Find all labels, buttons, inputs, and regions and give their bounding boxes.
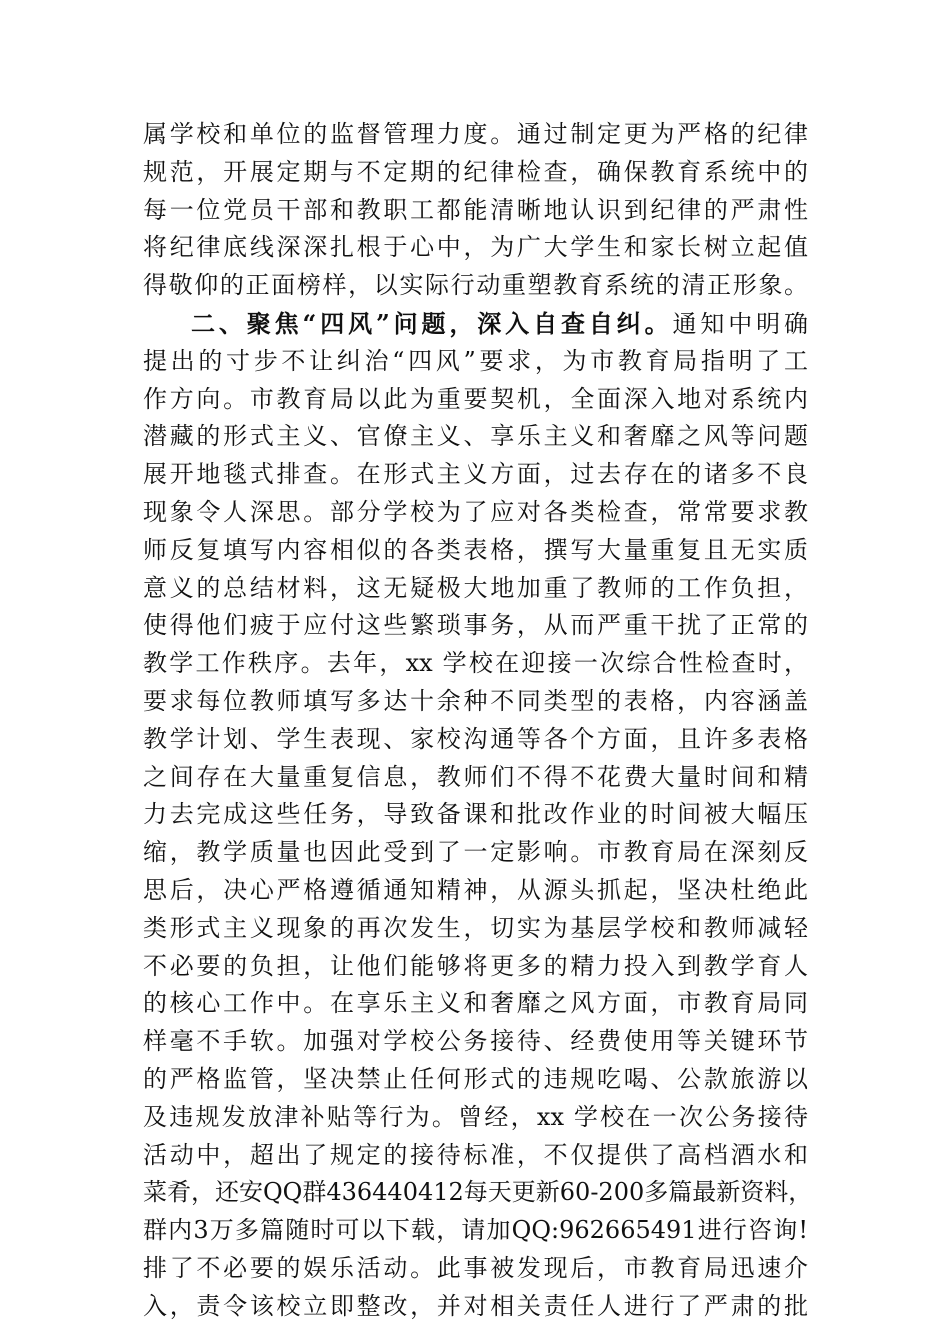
body-text (143, 116, 813, 1326)
text-line: 缩，教学质量也因此受到了一定影响。市教育局在深刻反 (143, 838, 808, 867)
text-line: 的严格监管，坚决禁止任何形式的违规吃喝、公款旅游以 (143, 1064, 808, 1093)
section-heading-continuation: 通知中明确 (672, 309, 809, 338)
text-line: 思后，决心严格遵循通知精神，从源头抓起，坚决杜绝此 (143, 875, 808, 904)
text-line: 之间存在大量重复信息，教师们不得不花费大量时间和精 (143, 762, 808, 791)
section-heading-line (143, 305, 808, 343)
text-line: 作方向。市教育局以此为重要契机，全面深入地对系统内 (143, 384, 808, 413)
text-line: 意义的总结材料，这无疑极大地加重了教师的工作负担， (143, 573, 808, 602)
text-line: 教学工作秩序。去年，xx 学校在迎接一次综合性检查时， (143, 649, 808, 678)
ad-text-line: 菜肴，还安QQ群436440412每天更新60-200多篇最新资料， (143, 1178, 813, 1207)
text-line: 排了不必要的娱乐活动。此事被发现后，市教育局迅速介 (143, 1253, 808, 1282)
ad-text-line: 群内3万多篇随时可以下载，请加QQ:962665491进行咨询! (143, 1216, 808, 1245)
text-line: 展开地毯式排查。在形式主义方面，过去存在的诸多不良 (143, 460, 808, 489)
text-line: 教学计划、学生表现、家校沟通等各个方面，且许多表格 (143, 724, 808, 753)
text-line: 不必要的负担，让他们能够将更多的精力投入到教学育人 (143, 951, 808, 980)
text-line: 每一位党员干部和教职工都能清晰地认识到纪律的严肃性 (143, 195, 808, 224)
text-line: 的核心工作中。在享乐主义和奢靡之风方面，市教育局同 (143, 989, 808, 1018)
section-heading: 二、聚焦“四风”问题，深入自查自纠。 (191, 308, 673, 338)
text-line: 得敬仰的正面榜样，以实际行动重塑教育系统的清正形象。 (143, 271, 808, 300)
text-line: 潜藏的形式主义、官僚主义、享乐主义和奢靡之风等问题 (143, 422, 808, 451)
text-line: 力去完成这些任务，导致备课和批改作业的时间被大幅压 (143, 800, 808, 829)
text-line: 属学校和单位的监督管理力度。通过制定更为严格的纪律 (143, 120, 808, 148)
text-line: 师反复填写内容相似的各类表格，撰写大量重复且无实质 (143, 535, 808, 564)
text-line: 样毫不手软。加强对学校公务接待、经费使用等关键环节 (143, 1027, 808, 1056)
text-line: 将纪律底线深深扎根于心中，为广大学生和家长树立起值 (143, 233, 808, 262)
text-line: 使得他们疲于应付这些繁琐事务，从而严重干扰了正常的 (143, 611, 808, 640)
text-line: 规范，开展定期与不定期的纪律检查，确保教育系统中的 (143, 157, 808, 186)
text-line: 类形式主义现象的再次发生，切实为基层学校和教师减轻 (143, 913, 808, 942)
text-line: 入，责令该校立即整改，并对相关责任人进行了严肃的批 (143, 1291, 808, 1320)
text-line: 活动中，超出了规定的接待标准，不仅提供了高档酒水和 (143, 1140, 808, 1169)
text-line: 提出的寸步不让纠治“四风”要求，为市教育局指明了工 (143, 346, 808, 375)
text-line: 要求每位教师填写多达十余种不同类型的表格，内容涵盖 (143, 686, 808, 715)
text-line: 及违规发放津补贴等行为。曾经，xx 学校在一次公务接待 (143, 1102, 808, 1131)
text-line: 现象令人深思。部分学校为了应对各类检查，常常要求教 (143, 497, 808, 526)
